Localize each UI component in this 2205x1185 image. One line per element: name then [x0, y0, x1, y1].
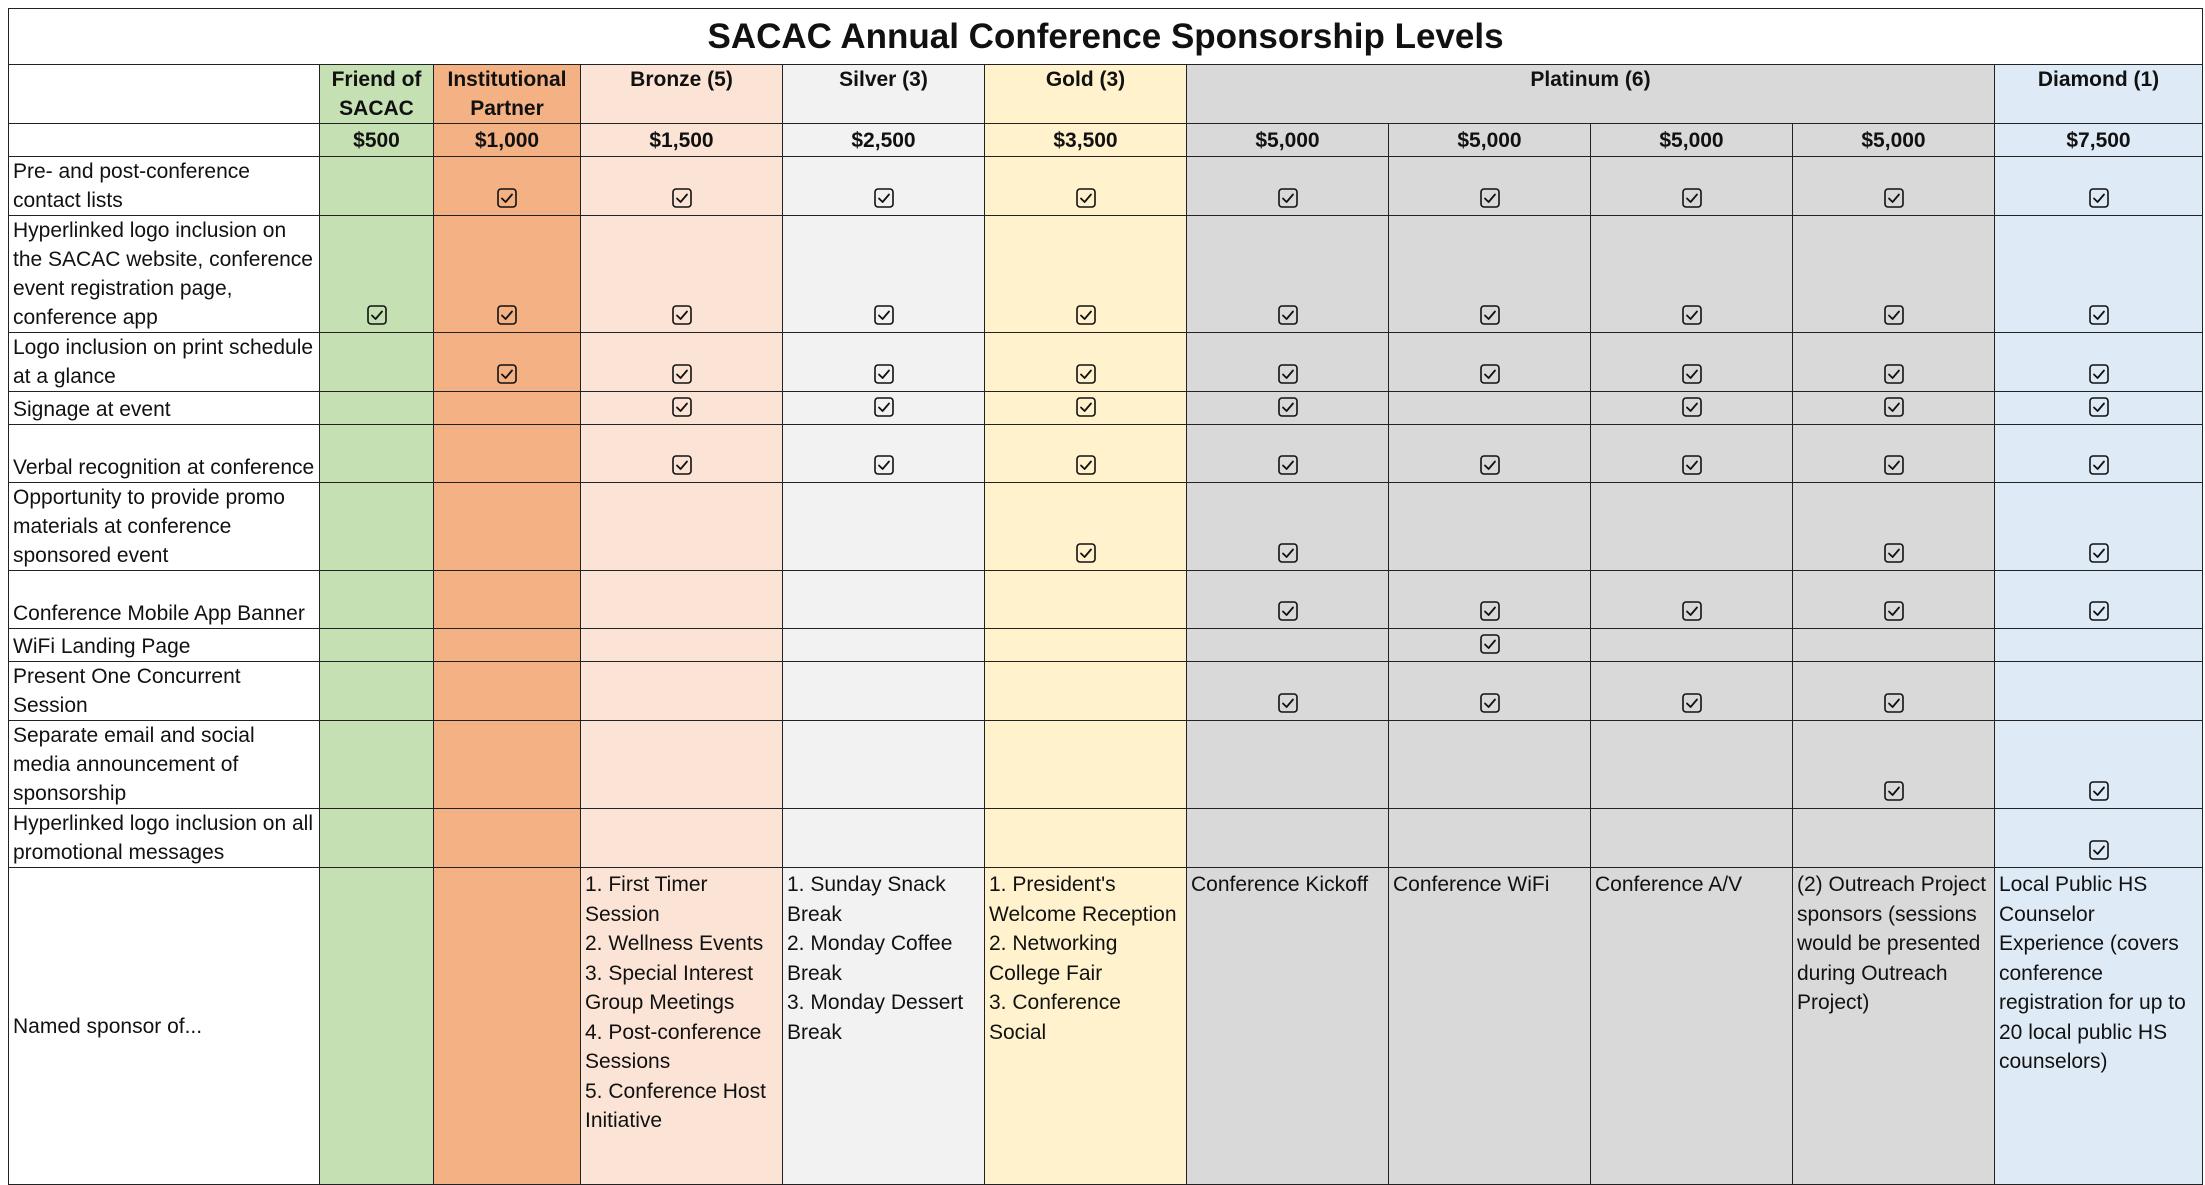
benefit-label: Verbal recognition at conference [9, 425, 320, 483]
benefit-cell [985, 216, 1187, 333]
named-sponsor-line: 3. Special Interest Group Meetings [585, 961, 754, 1014]
benefit-cell [1389, 662, 1591, 721]
benefit-cell [1389, 333, 1591, 392]
named-sponsor-cell [1995, 868, 2203, 1185]
benefit-cell [581, 425, 783, 483]
benefit-cell [985, 571, 1187, 629]
named-sponsor-cell [1389, 868, 1591, 1185]
benefit-label: Opportunity to provide promo materials at conference sponsored event [9, 483, 320, 571]
benefit-cell [581, 629, 783, 662]
benefit-cell [1591, 571, 1793, 629]
sponsorship-table [8, 8, 2203, 1185]
named-sponsor-line: 1. Sunday Snack Break [787, 873, 946, 926]
benefit-cell [783, 333, 985, 392]
benefit-label: Hyperlinked logo inclusion on all promotional messages [9, 809, 320, 868]
benefit-cell [581, 662, 783, 721]
page-title: SACAC Annual Conference Sponsorship Levels [9, 9, 2203, 65]
benefit-cell [985, 721, 1187, 809]
checkbox-icon [1682, 453, 1702, 476]
benefit-cell [320, 483, 434, 571]
checkbox-icon [1682, 691, 1702, 714]
benefit-cell [783, 809, 985, 868]
benefit-cell [320, 629, 434, 662]
benefit-row [9, 392, 2203, 425]
checkbox-icon [1884, 453, 1904, 476]
benefit-cell [783, 721, 985, 809]
benefit-cell [320, 216, 434, 333]
checkbox-icon [672, 186, 692, 209]
benefit-cell [434, 809, 581, 868]
named-sponsor-line: 2. Monday Coffee Break [787, 932, 953, 985]
checkbox-icon [2089, 599, 2109, 622]
checkbox-icon [672, 303, 692, 326]
benefit-label: Signage at event [9, 392, 320, 425]
checkbox-icon [1480, 453, 1500, 476]
named-sponsor-line: 1. President's Welcome Reception [989, 873, 1177, 926]
checkbox-icon [2089, 453, 2109, 476]
checkbox-icon [1884, 395, 1904, 418]
benefit-cell [1995, 629, 2203, 662]
tier-header: Institutional Partner [434, 65, 581, 124]
benefit-cell [320, 333, 434, 392]
benefit-cell [1995, 662, 2203, 721]
checkbox-icon [1076, 541, 1096, 564]
benefit-cell [985, 425, 1187, 483]
checkbox-icon [1682, 362, 1702, 385]
checkbox-icon [874, 395, 894, 418]
benefit-cell [434, 425, 581, 483]
benefit-cell [1995, 425, 2203, 483]
checkbox-icon [672, 453, 692, 476]
benefit-cell [1187, 809, 1389, 868]
benefit-cell [1389, 809, 1591, 868]
benefit-label: Conference Mobile App Banner [9, 571, 320, 629]
benefit-cell [1187, 629, 1389, 662]
benefit-cell [985, 809, 1187, 868]
tier-header: Platinum (6) [1187, 65, 1995, 124]
checkbox-icon [1278, 453, 1298, 476]
benefit-cell [1793, 629, 1995, 662]
benefit-cell [581, 721, 783, 809]
named-sponsor-line: 3. Monday Dessert Break [787, 991, 964, 1044]
checkbox-icon [672, 362, 692, 385]
named-sponsor-line: Conference Kickoff [1191, 873, 1369, 896]
benefit-cell [1389, 629, 1591, 662]
benefit-cell [1591, 157, 1793, 216]
tier-header: Diamond (1) [1995, 65, 2203, 124]
price-cell: $1,500 [581, 124, 783, 157]
benefit-cell [1591, 662, 1793, 721]
checkbox-icon [1480, 362, 1500, 385]
checkbox-icon [2089, 362, 2109, 385]
named-sponsor-line: 5. Conference Host Initiative [585, 1079, 766, 1132]
checkbox-icon [1076, 186, 1096, 209]
checkbox-icon [1278, 395, 1298, 418]
checkbox-icon [1682, 303, 1702, 326]
benefit-cell [783, 662, 985, 721]
price-cell: $2,500 [783, 124, 985, 157]
benefit-cell [783, 425, 985, 483]
benefit-cell [1187, 483, 1389, 571]
tier-header: Silver (3) [783, 65, 985, 124]
benefit-label: WiFi Landing Page [9, 629, 320, 662]
benefit-cell [320, 392, 434, 425]
checkbox-icon [1480, 632, 1500, 655]
benefit-cell [1793, 809, 1995, 868]
benefit-cell [1591, 721, 1793, 809]
benefit-row [9, 216, 2203, 333]
checkbox-icon [497, 362, 517, 385]
price-cell: $5,000 [1793, 124, 1995, 157]
benefit-cell [783, 629, 985, 662]
benefit-cell [1793, 333, 1995, 392]
benefit-label: Separate email and social media announcement of sponsorship [9, 721, 320, 809]
corner-cell [9, 65, 320, 124]
benefit-cell [434, 333, 581, 392]
named-sponsor-line: 2. Networking College Fair [989, 932, 1118, 985]
price-cell: $5,000 [1389, 124, 1591, 157]
checkbox-icon [2089, 303, 2109, 326]
benefit-cell [985, 157, 1187, 216]
benefit-cell [1995, 571, 2203, 629]
tier-header: Friend of SACAC [320, 65, 434, 124]
benefit-cell [985, 392, 1187, 425]
benefit-cell [1591, 483, 1793, 571]
benefit-cell [1187, 425, 1389, 483]
benefit-row [9, 157, 2203, 216]
benefit-row [9, 571, 2203, 629]
benefit-cell [1187, 571, 1389, 629]
benefit-cell [985, 629, 1187, 662]
benefit-cell [1389, 216, 1591, 333]
checkbox-icon [1278, 303, 1298, 326]
benefit-cell [581, 483, 783, 571]
tier-header-row [9, 65, 2203, 124]
benefit-cell [1591, 216, 1793, 333]
benefit-cell [1793, 216, 1995, 333]
checkbox-icon [2089, 395, 2109, 418]
named-sponsor-line: 2. Wellness Events [585, 932, 764, 955]
benefit-label: Pre- and post-conference contact lists [9, 157, 320, 216]
benefit-row [9, 629, 2203, 662]
named-sponsor-line: (2) Outreach Project sponsors (sessions would be presented during Outreach Project) [1797, 873, 1987, 1014]
tier-header: Bronze (5) [581, 65, 783, 124]
benefit-cell [320, 157, 434, 216]
benefit-cell [985, 662, 1187, 721]
named-sponsor-cell [1591, 868, 1793, 1185]
benefit-cell [434, 629, 581, 662]
checkbox-icon [1884, 303, 1904, 326]
benefit-cell [783, 392, 985, 425]
benefit-cell [320, 662, 434, 721]
checkbox-icon [1480, 599, 1500, 622]
named-sponsor-cell [1793, 868, 1995, 1185]
benefit-cell [434, 157, 581, 216]
benefit-cell [1389, 157, 1591, 216]
named-sponsor-cell [581, 868, 783, 1185]
checkbox-icon [1076, 303, 1096, 326]
benefit-cell [1793, 483, 1995, 571]
checkbox-icon [1076, 362, 1096, 385]
checkbox-icon [1076, 395, 1096, 418]
checkbox-icon [497, 186, 517, 209]
benefit-cell [783, 157, 985, 216]
named-sponsor-row [9, 868, 2203, 1185]
checkbox-icon [1278, 691, 1298, 714]
checkbox-icon [367, 303, 387, 326]
benefit-cell [783, 483, 985, 571]
named-sponsor-cell [1187, 868, 1389, 1185]
benefit-cell [1187, 216, 1389, 333]
benefit-cell [1995, 333, 2203, 392]
benefit-cell [1995, 721, 2203, 809]
benefit-cell [1995, 157, 2203, 216]
checkbox-icon [672, 395, 692, 418]
benefit-cell [1187, 721, 1389, 809]
benefit-cell [1591, 629, 1793, 662]
benefit-cell [581, 809, 783, 868]
benefit-cell [783, 571, 985, 629]
benefit-cell [1389, 721, 1591, 809]
benefit-cell [1389, 571, 1591, 629]
named-sponsor-cell [985, 868, 1187, 1185]
checkbox-icon [1884, 362, 1904, 385]
benefit-cell [1591, 809, 1793, 868]
benefit-cell [1995, 809, 2203, 868]
checkbox-icon [2089, 541, 2109, 564]
named-sponsor-line: Conference A/V [1595, 873, 1743, 896]
checkbox-icon [1076, 453, 1096, 476]
benefit-cell [1995, 392, 2203, 425]
checkbox-icon [1884, 541, 1904, 564]
checkbox-icon [1682, 599, 1702, 622]
benefit-row [9, 721, 2203, 809]
checkbox-icon [1278, 541, 1298, 564]
named-sponsor-line: Local Public HS Counselor Experience (covers conference registration for up to 20 local public HS counselors) [1999, 873, 2186, 1073]
price-cell: $7,500 [1995, 124, 2203, 157]
benefit-cell [434, 721, 581, 809]
benefit-cell [581, 216, 783, 333]
benefit-cell [1995, 483, 2203, 571]
benefit-cell [1187, 662, 1389, 721]
checkbox-icon [1682, 186, 1702, 209]
named-sponsor-cell [783, 868, 985, 1185]
benefit-cell [985, 483, 1187, 571]
benefit-cell [783, 216, 985, 333]
named-sponsor-line: 4. Post-conference Sessions [585, 1020, 762, 1073]
benefit-cell [1995, 216, 2203, 333]
checkbox-icon [1884, 599, 1904, 622]
price-cell: $3,500 [985, 124, 1187, 157]
benefit-cell [581, 157, 783, 216]
named-sponsor-label: Named sponsor of... [9, 868, 320, 1185]
benefit-cell [1187, 157, 1389, 216]
benefit-row [9, 809, 2203, 868]
benefit-row [9, 425, 2203, 483]
checkbox-icon [1480, 691, 1500, 714]
benefit-cell [434, 662, 581, 721]
benefit-row [9, 333, 2203, 392]
benefit-cell [581, 392, 783, 425]
checkbox-icon [874, 303, 894, 326]
benefit-cell [985, 333, 1187, 392]
checkbox-icon [2089, 186, 2109, 209]
benefit-cell [1793, 721, 1995, 809]
benefit-cell [1591, 392, 1793, 425]
checkbox-icon [2089, 779, 2109, 802]
checkbox-icon [1682, 395, 1702, 418]
benefit-row [9, 483, 2203, 571]
price-row [9, 124, 2203, 157]
benefit-row [9, 662, 2203, 721]
benefit-cell [1591, 333, 1793, 392]
benefit-cell [1187, 392, 1389, 425]
checkbox-icon [497, 303, 517, 326]
checkbox-icon [1884, 691, 1904, 714]
tier-header: Gold (3) [985, 65, 1187, 124]
price-cell: $5,000 [1591, 124, 1793, 157]
named-sponsor-cell [320, 868, 434, 1185]
benefit-cell [1389, 392, 1591, 425]
price-cell: $1,000 [434, 124, 581, 157]
price-cell: $500 [320, 124, 434, 157]
checkbox-icon [1278, 186, 1298, 209]
benefit-cell [320, 425, 434, 483]
checkbox-icon [874, 362, 894, 385]
benefit-cell [320, 809, 434, 868]
benefit-cell [1793, 392, 1995, 425]
benefit-cell [320, 571, 434, 629]
benefit-cell [1793, 157, 1995, 216]
checkbox-icon [1278, 599, 1298, 622]
benefit-cell [434, 571, 581, 629]
benefit-cell [434, 216, 581, 333]
benefit-cell [581, 333, 783, 392]
benefit-cell [1793, 571, 1995, 629]
checkbox-icon [1884, 779, 1904, 802]
checkbox-icon [1884, 186, 1904, 209]
checkbox-icon [2089, 838, 2109, 861]
benefit-label: Present One Concurrent Session [9, 662, 320, 721]
checkbox-icon [1480, 186, 1500, 209]
price-cell: $5,000 [1187, 124, 1389, 157]
named-sponsor-line: 1. First Timer Session [585, 873, 708, 926]
benefit-cell [1389, 483, 1591, 571]
benefit-cell [320, 721, 434, 809]
price-label-cell [9, 124, 320, 157]
named-sponsor-line: Conference WiFi [1393, 873, 1550, 896]
checkbox-icon [874, 186, 894, 209]
benefit-cell [434, 392, 581, 425]
benefit-cell [434, 483, 581, 571]
benefit-label: Hyperlinked logo inclusion on the SACAC website, conference event registration page, conference app [9, 216, 320, 333]
checkbox-icon [1480, 303, 1500, 326]
benefit-cell [1793, 425, 1995, 483]
benefit-cell [1187, 333, 1389, 392]
checkbox-icon [1278, 362, 1298, 385]
named-sponsor-cell [434, 868, 581, 1185]
benefit-cell [581, 571, 783, 629]
benefit-cell [1793, 662, 1995, 721]
benefit-cell [1389, 425, 1591, 483]
benefit-cell [1591, 425, 1793, 483]
benefit-label: Logo inclusion on print schedule at a glance [9, 333, 320, 392]
checkbox-icon [874, 453, 894, 476]
named-sponsor-line: 3. Conference Social [989, 991, 1121, 1044]
